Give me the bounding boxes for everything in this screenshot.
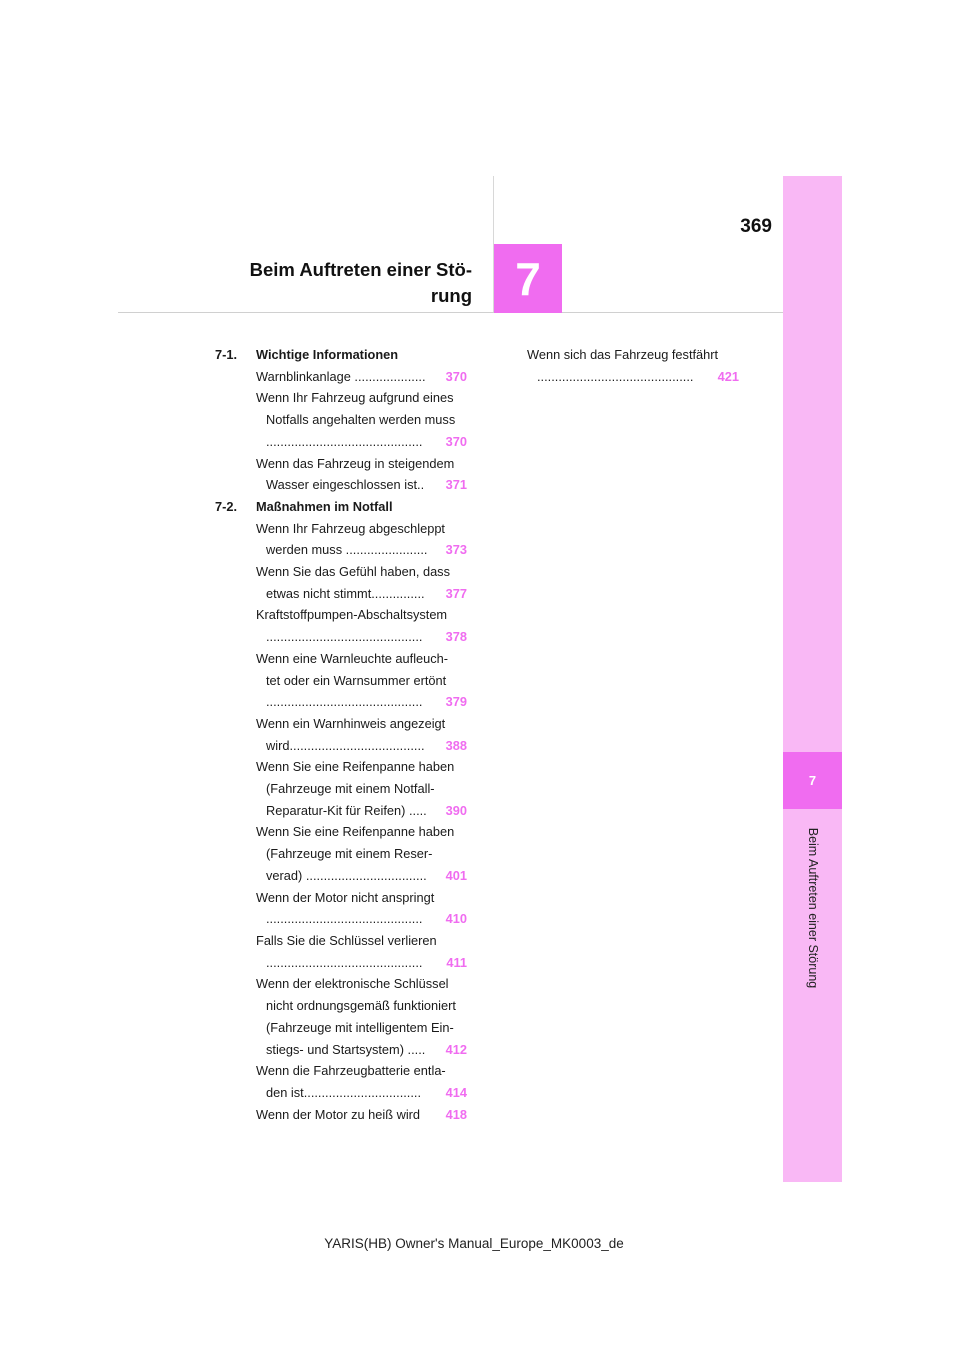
- toc-entry-text: ............................................: [537, 368, 694, 384]
- toc-entry[interactable]: [215, 821, 467, 886]
- toc-entry-text: Notfalls angehalten werden muss: [266, 412, 456, 428]
- chapter-number-box: 7: [494, 244, 562, 313]
- toc-entry-text: etwas nicht stimmt...............: [266, 585, 425, 601]
- toc-entry-line: [256, 908, 467, 930]
- toc-entry-text: ............................................: [266, 911, 423, 927]
- toc-entry-text: Wenn das Fahrzeug in steigendem: [256, 455, 455, 471]
- toc-page-link[interactable]: 371: [443, 474, 467, 496]
- toc-entry-line: [256, 1060, 467, 1082]
- toc-entry-line: [256, 409, 467, 431]
- toc-entry-text: tet oder ein Warnsummer ertönt: [266, 672, 447, 688]
- toc-entry-text: Wenn Sie eine Reifenpanne haben: [256, 824, 455, 840]
- toc-page-link[interactable]: 379: [443, 691, 467, 713]
- toc-entry[interactable]: [215, 713, 467, 756]
- toc-entry-line: [256, 453, 467, 475]
- toc-entry-text: Falls Sie die Schlüssel verlieren: [256, 932, 437, 948]
- toc-entry-text: nicht ordnungsgemäß funktioniert: [266, 998, 456, 1014]
- toc-entry-line: [256, 713, 467, 735]
- toc-entry-text: Wasser eingeschlossen ist..: [266, 477, 425, 493]
- toc-entry-line: [256, 626, 467, 648]
- toc-entry-text: verad) ..................................: [266, 867, 427, 883]
- toc-entry-text: stiegs- und Startsystem) .....: [266, 1041, 426, 1057]
- toc-entry-text: wird......................................: [266, 737, 425, 753]
- toc-entry-line: [256, 670, 467, 692]
- toc-entry[interactable]: [215, 604, 467, 647]
- toc-entry-text: Wenn die Fahrzeugbatterie entla-: [256, 1063, 446, 1079]
- toc-entry-text: Wenn der elektronische Schlüssel: [256, 976, 449, 992]
- toc-entry-line: [256, 1082, 467, 1104]
- toc-entry-line: [256, 518, 467, 540]
- toc-entry-text: ............................................: [266, 694, 423, 710]
- toc-entry-line: [256, 800, 467, 822]
- toc-entry-text: ............................................: [266, 433, 423, 449]
- toc-page-link[interactable]: 377: [443, 583, 467, 605]
- toc-page-link[interactable]: 373: [443, 539, 467, 561]
- toc-entry-line: [256, 691, 467, 713]
- toc-entry-line: [256, 583, 467, 605]
- toc-entry-text: Reparatur-Kit für Reifen) .....: [266, 802, 427, 818]
- toc-entry-line: [256, 865, 467, 887]
- toc-column-left: [215, 344, 467, 1125]
- toc-entry[interactable]: [215, 366, 467, 388]
- toc-page-link[interactable]: 421: [715, 366, 739, 388]
- toc-entry-text: Wenn Ihr Fahrzeug aufgrund eines: [256, 390, 454, 406]
- toc-entry-text: ............................................: [266, 629, 423, 645]
- toc-entry[interactable]: [215, 887, 467, 930]
- toc-entry[interactable]: [215, 930, 467, 973]
- toc-page-link[interactable]: 411: [443, 952, 467, 974]
- toc-entry-text: Warnblinkanlage ....................: [256, 368, 426, 384]
- toc-entry-line: [256, 561, 467, 583]
- toc-entry-line: [256, 995, 467, 1017]
- toc-page-link[interactable]: 370: [443, 431, 467, 453]
- toc-entry-text: (Fahrzeuge mit einem Notfall-: [266, 781, 435, 797]
- toc-entry-line: [256, 843, 467, 865]
- toc-section-title: Maßnahmen im Notfall: [256, 498, 393, 514]
- toc-entry-line: [256, 474, 467, 496]
- toc-entry[interactable]: [215, 756, 467, 821]
- toc-entry-line: [256, 1104, 467, 1126]
- toc-section-heading: [215, 496, 467, 518]
- toc-entry-line: [256, 821, 467, 843]
- toc-section-number: 7-2.: [215, 498, 238, 514]
- toc-entry-text: den ist.................................: [266, 1084, 422, 1100]
- toc-entry[interactable]: [215, 1104, 467, 1126]
- toc-entry-text: Kraftstoffpumpen-Abschaltsystem: [256, 607, 448, 623]
- chapter-title-line: rung: [430, 285, 472, 306]
- toc-entry-text: ............................................: [266, 954, 423, 970]
- header-horizontal-rule: [118, 312, 783, 313]
- toc-entry-line: [256, 973, 467, 995]
- toc-entry[interactable]: [215, 561, 467, 604]
- toc-entry-text: Wenn der Motor nicht anspringt: [256, 889, 435, 905]
- toc-entry-line: [527, 366, 739, 388]
- toc-page-link[interactable]: 390: [443, 800, 467, 822]
- toc-page-link[interactable]: 370: [443, 366, 467, 388]
- toc-page-link[interactable]: 418: [443, 1104, 467, 1126]
- toc-page-link[interactable]: 388: [443, 735, 467, 757]
- toc-entry-text: werden muss .......................: [266, 542, 428, 558]
- page-number: 369: [740, 216, 772, 237]
- toc-entry[interactable]: [215, 648, 467, 713]
- toc-page-link[interactable]: 378: [443, 626, 467, 648]
- chapter-sidebar: [783, 176, 842, 1182]
- toc-entry-text: (Fahrzeuge mit einem Reser-: [266, 846, 433, 862]
- footer-text: YARIS(HB) Owner's Manual_Europe_MK0003_de: [324, 1236, 624, 1251]
- footer: [0, 1236, 960, 1251]
- toc-section-number: 7-1.: [215, 347, 238, 362]
- toc-column-right: [527, 344, 739, 387]
- toc-page-link[interactable]: 412: [443, 1039, 467, 1061]
- chapter-title-line: Beim Auftreten einer Stö-: [249, 259, 472, 280]
- chapter-title: [172, 257, 472, 309]
- toc-entry-text: Wenn der Motor zu heiß wird: [256, 1106, 421, 1122]
- toc-entry-line: [256, 431, 467, 453]
- toc-entry-text: (Fahrzeuge mit intelligentem Ein-: [266, 1019, 454, 1035]
- toc-entry-line: [256, 604, 467, 626]
- toc-entry-text: Wenn Ihr Fahrzeug abgeschleppt: [256, 520, 445, 536]
- toc-page-link[interactable]: 414: [443, 1082, 467, 1104]
- toc-entry-line: [256, 366, 467, 388]
- toc-entry-line: [256, 1039, 467, 1061]
- toc-entry[interactable]: [215, 387, 467, 452]
- toc-entry[interactable]: [527, 344, 739, 387]
- toc-entry-line: [256, 387, 467, 409]
- toc-entry-line: [527, 344, 739, 366]
- toc-entry-line: [256, 887, 467, 909]
- toc-page-link[interactable]: 410: [443, 908, 467, 930]
- toc-entry-text: Wenn sich das Fahrzeug festfährt: [527, 347, 719, 362]
- toc-entry[interactable]: [215, 453, 467, 496]
- toc-entry-text: Wenn Sie eine Reifenpanne haben: [256, 759, 455, 775]
- toc-entry-line: [256, 930, 467, 952]
- toc-entry-line: [256, 1017, 467, 1039]
- sidebar-chapter-label: Beim Auftreten einer Störung: [806, 827, 820, 989]
- toc-entry-line: [256, 648, 467, 670]
- toc-entry-line: [256, 952, 467, 974]
- toc-entry-text: Wenn Sie das Gefühl haben, dass: [256, 564, 450, 580]
- toc-entry-line: [256, 778, 467, 800]
- toc-entry-line: [256, 735, 467, 757]
- toc-entry-line: [256, 756, 467, 778]
- toc-entry-line: [256, 539, 467, 561]
- toc-entry[interactable]: [215, 518, 467, 561]
- toc-entry-text: Wenn ein Warnhinweis angezeigt: [256, 715, 446, 731]
- toc-entry[interactable]: [215, 1060, 467, 1103]
- toc-page-link[interactable]: 401: [443, 865, 467, 887]
- toc-entry[interactable]: [215, 973, 467, 1060]
- sidebar-chapter-tab[interactable]: 7: [783, 752, 842, 809]
- toc-section-heading: [215, 344, 467, 366]
- toc-entry-text: Wenn eine Warnleuchte aufleuch-: [256, 650, 449, 666]
- toc-section-title: Wichtige Informationen: [256, 347, 399, 362]
